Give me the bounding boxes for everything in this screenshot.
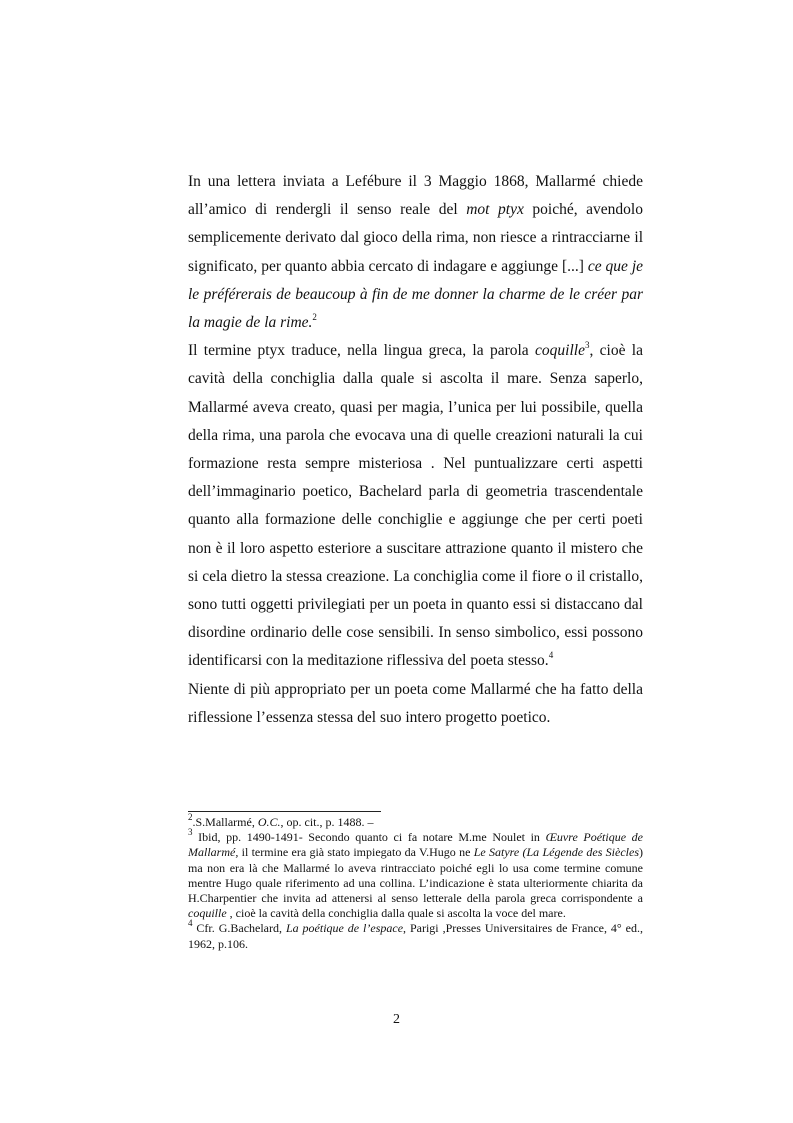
- footnote-text: ) ma non era là che Mallarmé lo aveva rintracciato poiché egli lo usa come termine comune mentre Hugo quale riferimento ad una collina. L’indicazione è stata ulteriormente chiarita da H.Charpentier che invita ad attenersi al senso letterale della parola greca corrispondente a: [188, 845, 643, 906]
- footnote-italic: Le Satyre (La Légende des Siècles: [473, 845, 639, 860]
- italic-coquille: coquille: [535, 342, 585, 360]
- footnote-text: .S.Mallarmé,: [192, 815, 258, 829]
- french-quotation: ce que je le préférerais de beaucoup à fin de me donner la charme de le créer par la magie de la rime.: [188, 257, 644, 332]
- page-number: 2: [393, 1012, 400, 1027]
- footnote-2: [188, 812, 643, 830]
- paragraph-1-text-cont: poiché, avendolo semplicemente derivato dal gioco della rima, non riesce a rintracciarne il significato, per quanto abbia cercato di indagare e aggiunge [...]: [188, 201, 643, 275]
- paragraph-2-text-cont: , cioè la cavità della conchiglia dalla quale si ascolta il mare. Senza saperlo, Mallarmé aveva creato, quasi per magia, l’unica per lui possibile, quella della rima, una parola che evocava una di quelle creazioni naturali la cui formazione resta sempre misteriosa . Nel puntualizzare certi aspetti dell’immaginario poetico, Bachelard parla di geometria trascendentale quanto alla formazione delle conchiglie e aggiunge che per certi poeti non è il loro aspetto esteriore a suscitare attrazione quanto il mistero che si cela dietro la stessa creazione. La conchiglia come il fiore o il cristallo, sono tutti oggetti privilegiati per un poeta in quanto essi si distaccano dal disordine ordinario delle cose sensibili. In senso simbolico, essi possono identificarsi con la meditazione riflessiva del poeta stesso.: [188, 342, 643, 670]
- footnote-3: [188, 827, 643, 921]
- footnote-italic: Œuvre Poétique de Mallarmé,: [188, 830, 643, 860]
- footnote-separator: [188, 811, 381, 812]
- footnotes: [188, 812, 643, 952]
- footnote-ref-3[interactable]: 3: [584, 340, 590, 351]
- paragraph-1: [188, 168, 643, 337]
- footnote-italic: La poétique de l’espace: [285, 921, 404, 936]
- footnote-text: , op. cit., p. 1488. –: [280, 815, 374, 829]
- footnote-number: 2: [188, 812, 193, 822]
- footnote-number: 4: [188, 918, 193, 929]
- paragraph-1-text: In una lettera inviata a Lefébure il 3 Maggio 1868, Mallarmé chiede all’amico di rendergli il senso reale del: [188, 173, 643, 219]
- italic-mot-ptyx: mot ptyx: [466, 201, 524, 219]
- paragraph-2-text: Il termine ptyx traduce, nella lingua greca, la parola: [188, 342, 536, 360]
- footnote-italic: coquille: [188, 906, 227, 921]
- paragraph-2: [188, 337, 643, 675]
- footnote-ref-2[interactable]: 2: [312, 311, 317, 322]
- footnote-text: , cioè la cavità della conchiglia dalla quale si ascolta la voce del mare.: [226, 906, 566, 921]
- main-text: [188, 168, 643, 732]
- footnote-number: 3: [188, 827, 193, 838]
- footnote-text: , Parigi ,Presses Universitaires de France, 4° ed., 1962, p.106.: [188, 921, 643, 951]
- footnote-italic: O.C.: [257, 815, 281, 829]
- footnote-text: il termine era già stato impiegato da V.Hugo ne: [238, 845, 474, 860]
- paragraph-3: Niente di più appropriato per un poeta come Mallarmé che ha fatto della riflessione l’essenza stessa del suo intero progetto poetico.: [188, 680, 643, 726]
- footnote-text: Ibid, pp. 1490-1491- Secondo quanto ci fa notare M.me Noulet in: [192, 830, 546, 845]
- footnote-text: Cfr. G.Bachelard,: [192, 921, 286, 936]
- footnote-4: [188, 918, 643, 951]
- footnote-ref-4[interactable]: 4: [548, 650, 554, 661]
